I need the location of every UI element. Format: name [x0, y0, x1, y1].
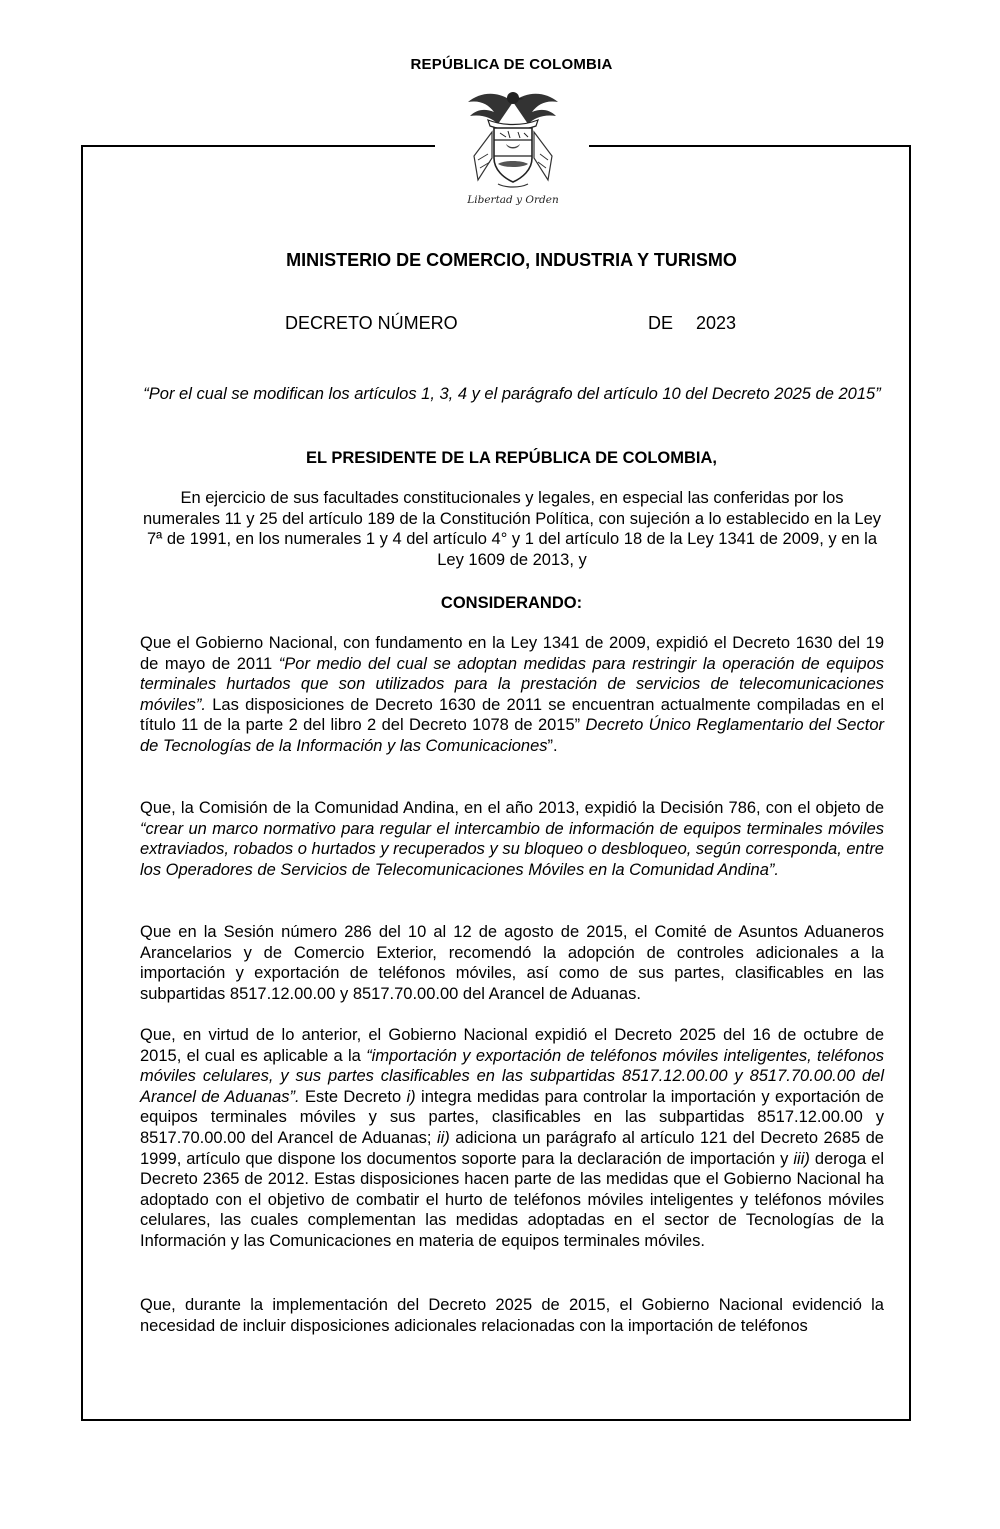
frame-top-rule-left [81, 145, 435, 147]
decree-year: 2023 [696, 313, 737, 333]
decree-de-label: DE [648, 313, 674, 333]
paragraph-text: adiciona un parágrafo al artículo 121 del Decreto 2685 de 1999, artículo que dispone los documentos soporte para la declaración de importación y [140, 1128, 884, 1168]
paragraph-text: ”. [547, 736, 558, 755]
paragraph-text: Que el Gobierno Nacional, con fundamento en la Ley 1341 de 2009, expidió el Decreto 1630 del 19 de mayo de 2011 [140, 634, 884, 673]
considerando-paragraph-2 [140, 798, 884, 880]
frame-top-rule-right [589, 145, 911, 147]
list-marker: i) [406, 1087, 416, 1106]
paragraph-text: Que, la Comisión de la Comunidad Andina, en el año 2013, expidió la Decisión 786, con el objeto de [140, 799, 884, 817]
considerando-paragraph-4 [140, 1025, 884, 1252]
considerando-paragraph-3: Que en la Sesión número 286 del 10 al 12 de agosto de 2015, el Comité de Asuntos Aduaneros Arancelarios y de Comercio Exterior, recomendó la adopción de controles adicionales a la importación y exportación de teléfonos móviles, así como de sus partes, clasificables en las subpartidas 8517.12.00.00 y 8517.70.00.00 del Arancel de Aduanas. [140, 923, 884, 1003]
seal-motto: Libertad y Orden [467, 194, 559, 206]
coat-of-arms [458, 84, 568, 214]
president-heading: EL PRESIDENTE DE LA REPÚBLICA DE COLOMBIA, [305, 449, 717, 467]
country-heading: REPÚBLICA DE COLOMBIA [410, 56, 613, 73]
paragraph-quote: “crear un marco normativo para regular el intercambio de información de equipos terminales móviles extraviados, robados o hurtados y recuperados y su bloqueo o desbloqueo, según corresponda, entre los Operadores de Servicios de Telecomunicaciones Móviles en la Comunidad Andina”. [140, 819, 884, 879]
paragraph-text: Que, en virtud de lo anterior, el Gobierno Nacional expidió el Decreto 2025 del 16 de octubre de 2015, el cual es aplicable a la [140, 1026, 884, 1065]
considerando-paragraph-5: Que, durante la implementación del Decreto 2025 de 2015, el Gobierno Nacional evidenció la necesidad de incluir disposiciones adicionales relacionadas con la importación de teléfonos [140, 1296, 884, 1335]
list-marker: ii) [436, 1128, 450, 1147]
ministry-title: MINISTERIO DE COMERCIO, INDUSTRIA Y TURISMO [286, 250, 737, 270]
paragraph-quote: “importación y exportación de teléfonos móviles inteligentes, teléfonos móviles celulares, y sus partes clasificables en las subpartidas 8517.12.00.00 y 8517.70.00.00 del Arancel de Aduanas”. [140, 1046, 884, 1106]
list-marker: iii) [793, 1149, 810, 1168]
decree-subtitle: “Por el cual se modifican los artículos 1, 3, 4 y el parágrafo del artículo 10 del Decreto 2025 de 2015” [143, 385, 881, 403]
powers-paragraph: En ejercicio de sus facultades constitucionales y legales, en especial las conferidas por los numerales 11 y 25 del artículo 189 de la Constitución Política, con sujeción a lo establecido en la Ley 7ª de 1991, en los numerales 1 y 4 del artículo 4° y 1 del artículo 18 de la Ley 1341 de 2009, y en la Ley 1609 de 2013, y [142, 489, 882, 569]
considering-heading: CONSIDERANDO: [440, 594, 583, 612]
paragraph-text: Las disposiciones de Decreto 1630 de 2011 se encuentran actualmente compiladas en el título 11 de la parte 2 del libro 2 del Decreto 1078 de 2015” [140, 695, 884, 735]
paragraph-quote: “Por medio del cual se adoptan medidas para restringir la operación de equipos terminales hurtados que son utilizados para la prestación de servicios de telecomunicaciones móviles”. [140, 654, 885, 714]
paragraph-text: Este Decreto [299, 1087, 407, 1106]
coat-of-arms-icon [458, 84, 568, 196]
paragraph-quote: Decreto Único Reglamentario del Sector de Tecnologías de la Información y las Comunicaciones [140, 716, 884, 755]
paragraph-text: deroga el Decreto 2365 de 2012. Estas disposiciones hacen parte de las medidas que el Gobierno Nacional ha adoptado con el objetivo de combatir el hurto de teléfonos móviles inteligentes y teléfonos móviles celulares, las cuales complementan las medidas adoptadas en el sector de Tecnologías de la Información y las Comunicaciones en materia de equipos terminales móviles. [140, 1149, 884, 1250]
considerando-paragraph-1 [140, 633, 884, 757]
decree-number-label: DECRETO NÚMERO [285, 313, 458, 333]
paragraph-text: integra medidas para controlar la importación y exportación de equipos terminales móviles y sus partes, clasificables en las subpartidas 8517.12.00.00 y 8517.70.00.00 del Arancel de Aduanas; [140, 1087, 884, 1147]
